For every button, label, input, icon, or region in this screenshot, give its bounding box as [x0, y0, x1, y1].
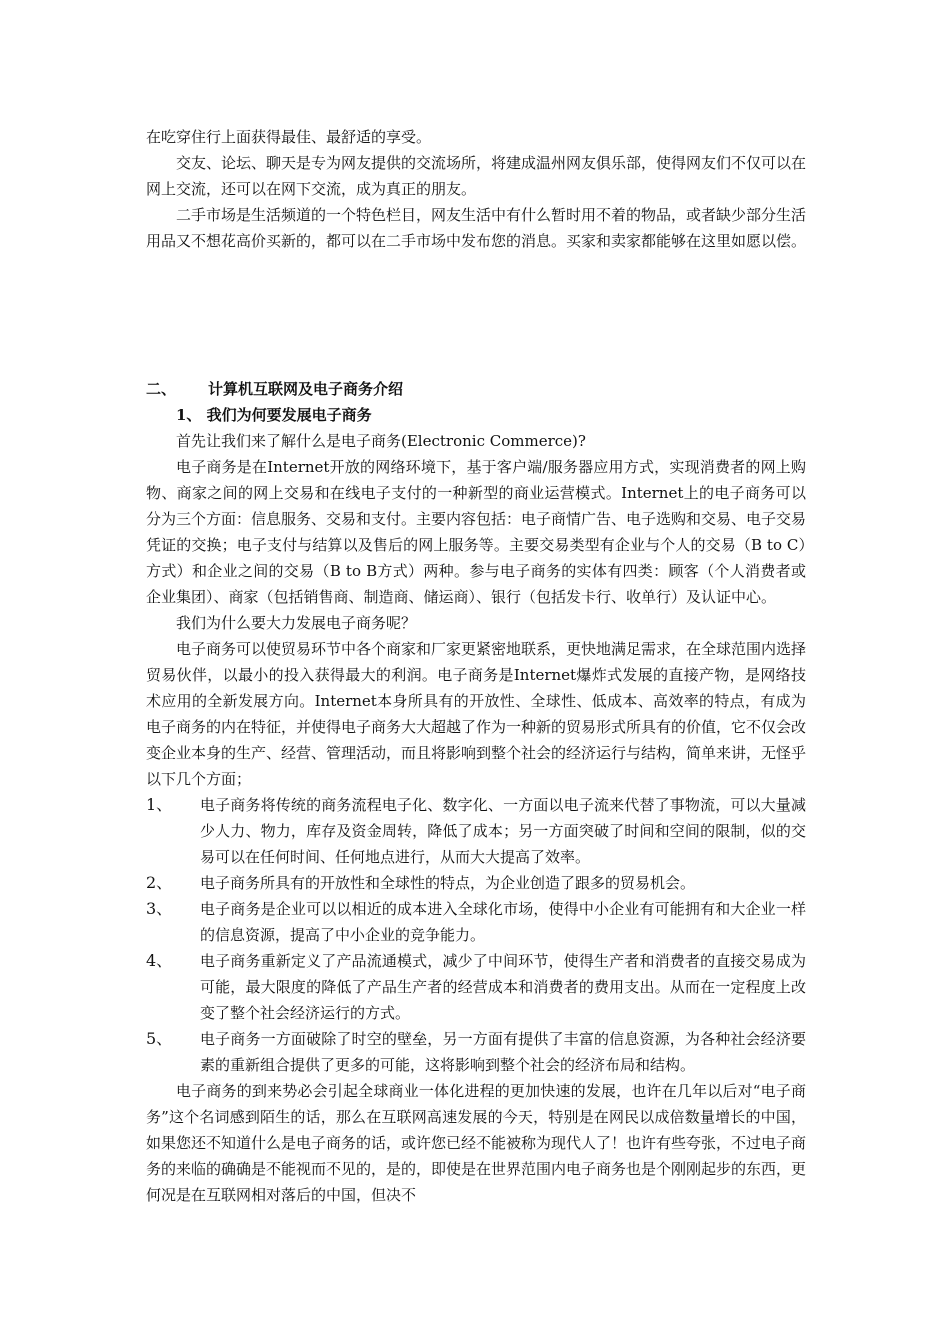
list-item-text: 电子商务重新定义了产品流通模式，减少了中间环节，使得生产者和消费者的直接交易成为可能，最大限度的降低了产品生产者的经营成本和消费者的费用支出。从而在一定程度上改变了整个社会经济运行的方式。: [200, 952, 806, 1022]
paragraph-secondhand-market: 二手市场是生活频道的一个特色栏目，网友生活中有什么暂时用不着的物品，或者缺少部分生活用品又不想花高价买新的，都可以在二手市场中发布您的消息。买家和卖家都能够在这里如愿以偿。: [146, 206, 807, 250]
paragraph-social: 交友、论坛、聊天是专为网友提供的交流场所，将建成温州网友俱乐部，使得网友们不仅可以在网上交流，还可以在网下交流，成为真正的朋友。: [146, 154, 807, 198]
list-item-text: 电子商务将传统的商务流程电子化、数字化、一方面以电子流来代替了事物流，可以大量减少人力、物力，库存及资金周转，降低了成本；另一方面突破了时间和空间的限制，似的交易可以在任何时间、任何地点进行，从而大大提高了效率。: [200, 796, 806, 866]
list-item-text: 电子商务是企业可以以相近的成本进入全球化市场，使得中小企业有可能拥有和大企业一样的信息资源，提高了中小企业的竞争能力。: [200, 900, 806, 944]
list-item: [146, 870, 806, 896]
list-item-number: 3、: [146, 899, 173, 918]
list-item-text: 电子商务一方面破除了时空的壁垒，另一方面有提供了丰富的信息资源，为各种社会经济要素的重新组合提供了更多的可能，这将影响到整个社会的经济布局和结构。: [200, 1030, 806, 1074]
subsection-heading: 1、 我们为何要发展电子商务: [176, 406, 372, 424]
paragraph-benefits: 电子商务可以使贸易环节中各个商家和厂家更紧密地联系，更快地满足需求，在全球范围内选择贸易伙伴，以最小的投入获得最大的利润。电子商务是Internet爆炸式发展的直接产物，是网络技术应用的全新发展方向。Internet本身所具有的开放性、全球性、低成本、高效率的特点，有成为电子商务的内在特征，并使得电子商务大大超越了作为一种新的贸易形式所具有的价值，它不仅会改变企业本身的生产、经营、管理活动，而且将影响到整个社会的经济运行与结构，简单来讲，无怪乎以下几个方面；: [146, 640, 807, 788]
paragraph-intro-question: 首先让我们来了解什么是电子商务(Electronic Commerce)?: [176, 432, 586, 450]
list-item-number: 5、: [146, 1029, 173, 1048]
paragraph-why-question: 我们为什么要大力发展电子商务呢？: [176, 614, 417, 632]
section-number: 二、: [146, 380, 177, 398]
section-title: 计算机互联网及电子商务介绍: [208, 380, 404, 398]
list-item-text: 电子商务所具有的开放性和全球性的特点，为企业创造了跟多的贸易机会。: [200, 874, 696, 892]
list-item-number: 4、: [146, 951, 173, 970]
list-item: [146, 948, 806, 1026]
list-item-number: 2、: [146, 873, 173, 892]
list-item: [146, 896, 806, 948]
list-item: [146, 792, 806, 870]
paragraph-closing: 电子商务的到来势必会引起全球商业一体化进程的更加快速的发展，也许在几年以后对“电子商务”这个名词感到陌生的话，那么在互联网高速发展的今天，特别是在网民以成倍数量增长的中国，如果您还不知道什么是电子商务的话，或许您已经不能被称为现代人了！也许有些夸张，不过电子商务的来临的确确是不能视而不见的，是的，即使是在世界范围内电子商务也是个刚刚起步的东西，更何况是在互联网相对落后的中国，但决不: [146, 1082, 807, 1204]
list-item: [146, 1026, 806, 1078]
paragraph-definition: 电子商务是在Internet开放的网络环境下，基于客户端/服务器应用方式，实现消费者的网上购物、商家之间的网上交易和在线电子支付的一种新型的商业运营模式。Internet上的电子商务可以分为三个方面：信息服务、交易和支付。主要内容包括：电子商情广告、电子选购和交易、电子交易凭证的交换；电子支付与结算以及售后的网上服务等。主要交易类型有企业与个人的交易（B to C）方式）和企业之间的交易（B to B方式）两种。参与电子商务的实体有四类：顾客（个人消费者或企业集团）、商家（包括销售商、制造商、储运商）、银行（包括发卡行、收单行）及认证中心。: [146, 458, 807, 606]
document-body: [146, 124, 806, 1208]
section-heading: [146, 376, 806, 402]
paragraph-continuation: 在吃穿住行上面获得最佳、最舒适的享受。: [146, 128, 432, 146]
list-item-number: 1、: [146, 795, 173, 814]
page-gap: [146, 254, 806, 376]
